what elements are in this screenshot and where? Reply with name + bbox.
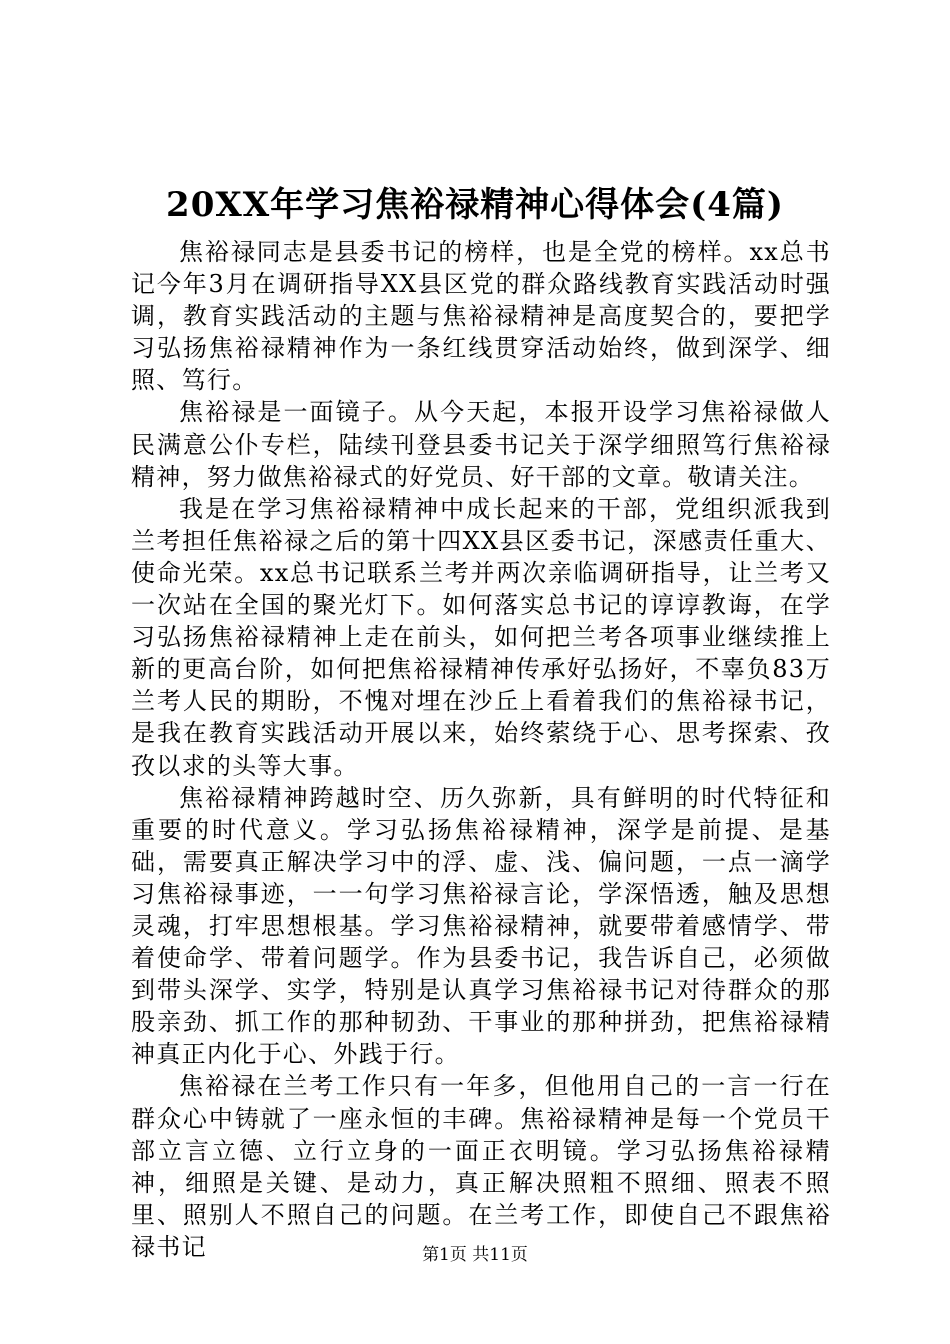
paragraph-4: 焦裕禄精神跨越时空、历久弥新，具有鲜明的时代特征和重要的时代意义。学习弘扬焦裕禄精神，深学是前提、是基础，需要真正解决学习中的浮、虚、浅、偏问题，一点一滴学习焦裕禄事迹，一一句学习焦裕禄言论，学深悟透，触及思想灵魂，打牢思想根基。学习焦裕禄精神，就要带着感情学、带着使命学、带着问题学。作为县委书记，我告诉自己，必须做到带头深学、实学，特别是认真学习焦裕禄书记对待群众的那股亲劲、抓工作的那种韧劲、干事业的那种拼劲，把焦裕禄精神真正内化于心、外践于行。 bbox=[131, 783, 831, 1069]
paragraph-3: 我是在学习焦裕禄精神中成长起来的干部，党组织派我到兰考担任焦裕禄之后的第十四XX县区委书记，深感责任重大、使命光荣。xx总书记联系兰考并两次亲临调研指导，让兰考又一次站在全国的聚光灯下。如何落实总书记的谆谆教诲，在学习弘扬焦裕禄精神上走在前头，如何把兰考各项事业继续推上新的更高台阶，如何把焦裕禄精神传承好弘扬好，不辜负83万兰考人民的期盼，不愧对埋在沙丘上看着我们的焦裕禄书记，是我在教育实践活动开展以来，始终萦绕于心、思考探索、孜孜以求的头等大事。 bbox=[131, 494, 831, 780]
paragraph-2: 焦裕禄是一面镜子。从今天起，本报开设学习焦裕禄做人民满意公仆专栏，陆续刊登县委书记关于深学细照笃行焦裕禄精神，努力做焦裕禄式的好党员、好干部的文章。敬请关注。 bbox=[131, 398, 831, 491]
paragraph-5: 焦裕禄在兰考工作只有一年多，但他用自己的一言一行在群众心中铸就了一座永恒的丰碑。焦裕禄精神是每一个党员干部立言立德、立行立身的一面正衣明镜。学习弘扬焦裕禄精神，细照是关键、是动力，真正解决照粗不照细、照表不照里、照别人不照自己的问题。在兰考工作，即使自己不跟焦裕禄书记 bbox=[131, 1072, 831, 1261]
page-footer bbox=[0, 1243, 950, 1267]
paragraph-1: 焦裕禄同志是县委书记的榜样，也是全党的榜样。xx总书记今年3月在调研指导XX县区党的群众路线教育实践活动时强调，教育实践活动的主题与焦裕禄精神是高度契合的，要把学习弘扬焦裕禄精神作为一条红线贯穿活动始终，做到深学、细照、笃行。 bbox=[131, 238, 831, 395]
document-title: 20XX年学习焦裕禄精神心得体会(4篇) bbox=[166, 185, 784, 225]
page-number: 第1页 bbox=[422, 1245, 467, 1265]
document-body bbox=[131, 236, 831, 1263]
page-total: 共11页 bbox=[472, 1245, 528, 1265]
